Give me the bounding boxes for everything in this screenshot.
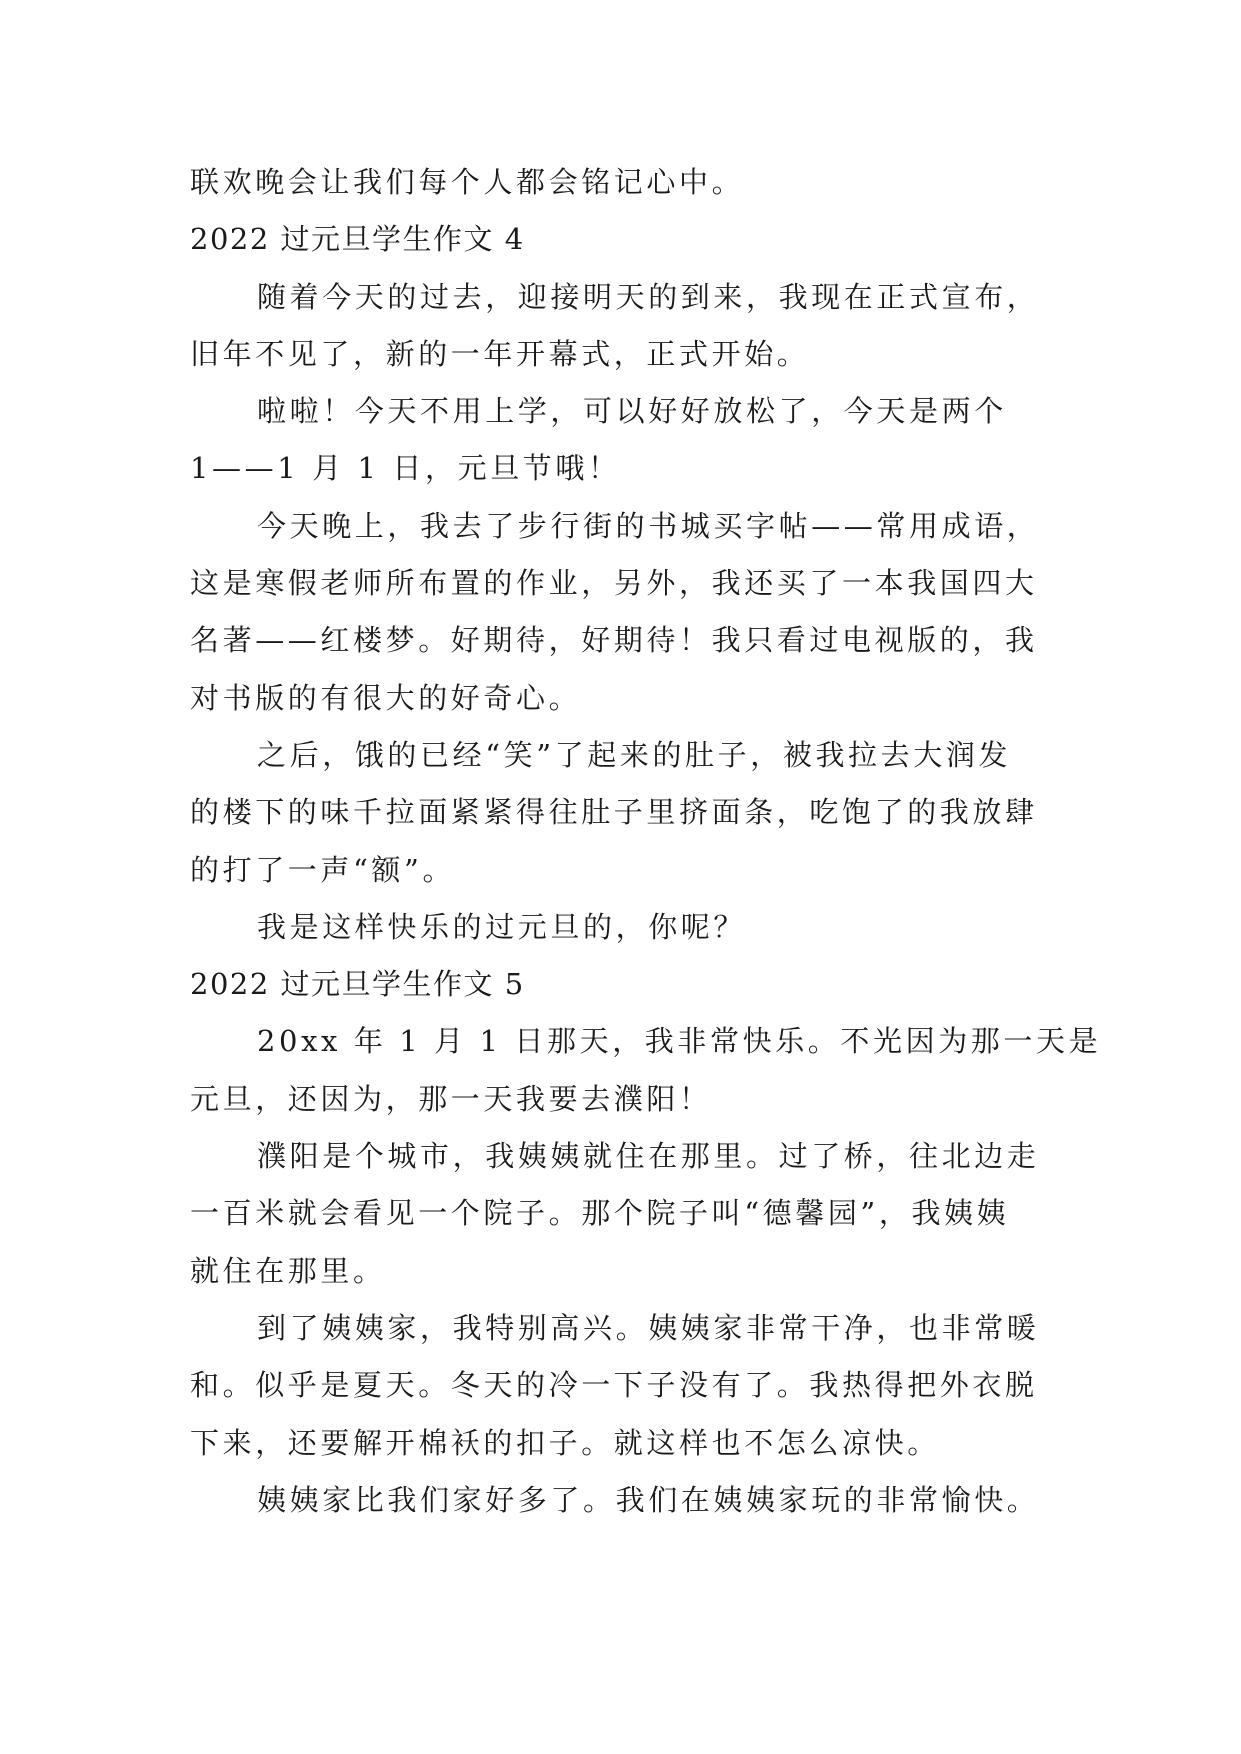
text-line: 的楼下的味千拉面紧紧得往肚子里挤面条，吃饱了的我放肆 — [190, 795, 1038, 830]
text-line: 旧年不见了，新的一年开幕式，正式开始。 — [190, 336, 810, 371]
text-line: 1——1 月 1 日，元旦节哦！ — [190, 451, 621, 486]
text-line: 到了姨姨家，我特别高兴。姨姨家非常干净，也非常暖 — [257, 1310, 1040, 1345]
text-line: 对书版的有很大的好奇心。 — [190, 680, 582, 715]
text-line: 20xx 年 1 月 1 日那天，我非常快乐。不光因为那一天是 — [257, 1024, 1102, 1059]
text-line: 下来，还要解开棉袄的扣子。就这样也不怎么凉快。 — [190, 1425, 940, 1460]
text-line: 随着今天的过去，迎接明天的到来，我现在正式宣布， — [257, 279, 1040, 314]
text-line: 联欢晚会让我们每个人都会铭记心中。 — [190, 165, 745, 199]
text-line: 我是这样快乐的过元旦的，你呢？ — [257, 909, 747, 944]
section-heading: 2022 过元旦学生作文 5 — [190, 967, 525, 1002]
document-body — [190, 154, 1102, 1529]
text-line: 濮阳是个城市，我姨姨就住在那里。过了桥，往北边走 — [257, 1139, 1040, 1174]
text-line: 元旦，还因为，那一天我要去濮阳！ — [190, 1081, 712, 1116]
text-line: 啦啦！今天不用上学，可以好好放松了，今天是两个 — [257, 394, 1007, 429]
section-heading: 2022 过元旦学生作文 4 — [190, 222, 525, 257]
text-line: 名著——红楼梦。好期待，好期待！我只看过电视版的，我 — [190, 623, 1038, 658]
text-line: 今天晚上，我去了步行街的书城买字帖——常用成语， — [257, 508, 1040, 543]
text-line: 一百米就会看见一个院子。那个院子叫“德馨园”，我姨姨 — [190, 1196, 1010, 1231]
text-line: 的打了一声“额”。 — [190, 852, 456, 887]
text-line: 就住在那里。 — [190, 1253, 386, 1288]
text-line: 和。似乎是夏天。冬天的冷一下子没有了。我热得把外衣脱 — [190, 1368, 1038, 1403]
text-line: 姨姨家比我们家好多了。我们在姨姨家玩的非常愉快。 — [257, 1482, 1040, 1517]
text-line: 之后，饿的已经“笑”了起来的肚子，被我拉去大润发 — [257, 737, 1012, 772]
text-line: 这是寒假老师所布置的作业，另外，我还买了一本我国四大 — [190, 566, 1038, 601]
